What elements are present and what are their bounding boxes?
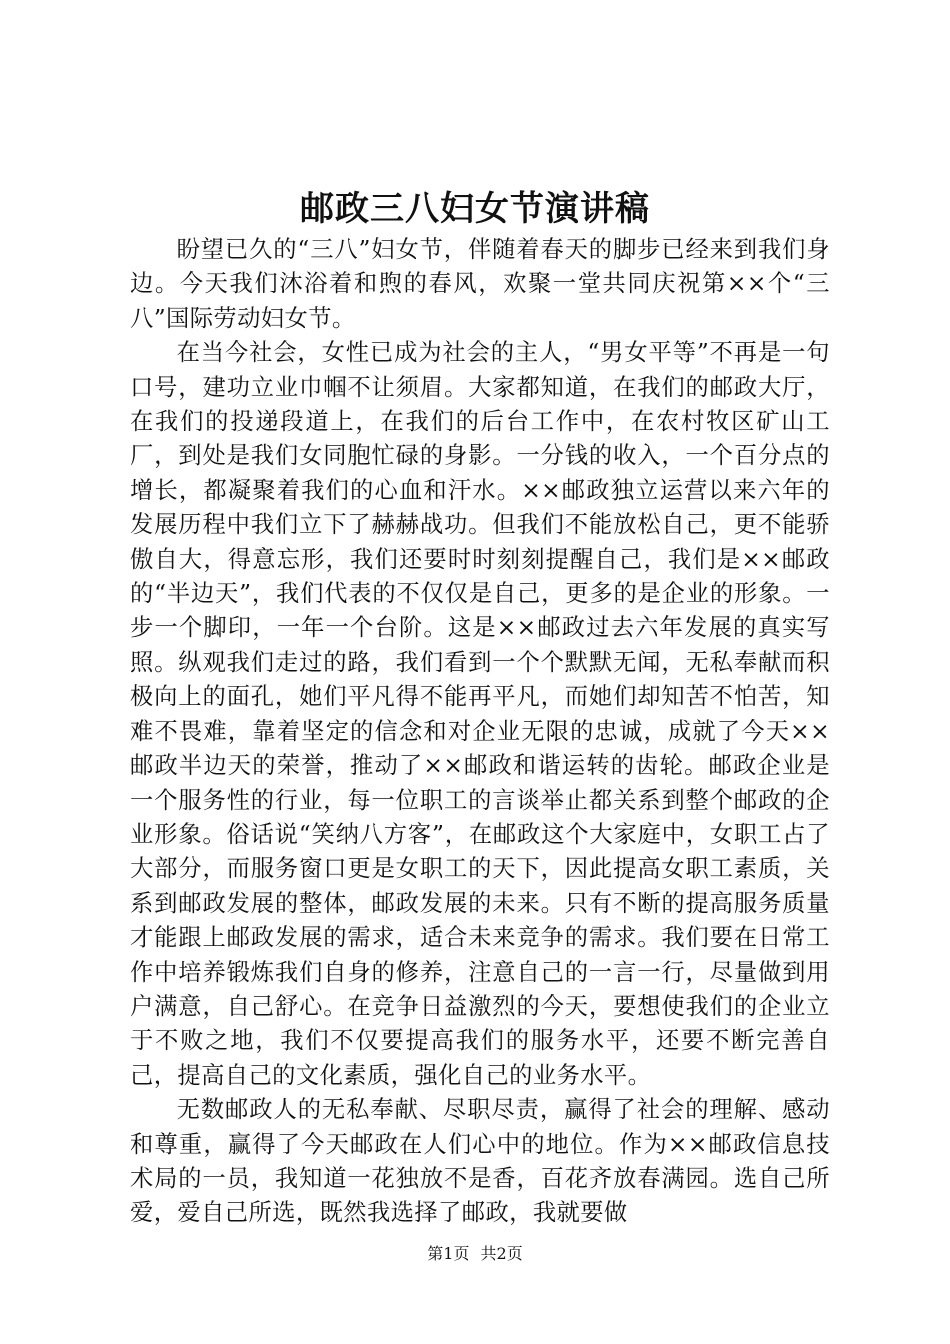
paragraph-2: 在当今社会，女性已成为社会的主人，“男女平等”不再是一句口号，建功立业巾帼不让须眉。大家都知道，在我们的邮政大厅，在我们的投递段道上，在我们的后台工作中，在农村牧区矿山工厂，到处是我们女同胞忙碌的身影。一分钱的收入，一个百分点的增长，都凝聚着我们的心血和汗水。××邮政独立运营以来六年的发展历程中我们立下了赫赫战功。但我们不能放松自己，更不能骄傲自大，得意忘形，我们还要时时刻刻提醒自己，我们是××邮政的“半边天”，我们代表的不仅仅是自己，更多的是企业的形象。一步一个脚印，一年一个台阶。这是××邮政过去六年发展的真实写照。纵观我们走过的路，我们看到一个个默默无闻，无私奉献而积极向上的面孔，她们平凡得不能再平凡，而她们却知苦不怕苦，知难不畏难，靠着坚定的信念和对企业无限的忠诚，成就了今天××邮政半边天的荣誉，推动了××邮政和谐运转的齿轮。邮政企业是一个服务性的行业，每一位职工的言谈举止都关系到整个邮政的企业形象。俗话说“笑纳八方客”，在邮政这个大家庭中，女职工占了大部分，而服务窗口更是女职工的天下，因此提高女职工素质，关系到邮政发展的整体，邮政发展的未来。只有不断的提高服务质量才能跟上邮政发展的需求，适合未来竞争的需求。我们要在日常工作中培养锻炼我们自身的修养，注意自己的一言一行，尽量做到用户满意，自己舒心。在竞争日益激烈的今天，要想使我们的企业立于不败之地，我们不仅要提高我们的服务水平，还要不断完善自己，提高自己的文化素质，强化自己的业务水平。 [130,339,830,1089]
paragraph-3: 无数邮政人的无私奉献、尽职尽责，赢得了社会的理解、感动和尊重，赢得了今天邮政在人们心中的地位。作为××邮政信息技术局的一员，我知道一花独放不是香，百花齐放春满园。选自己所爱，爱自己所选，既然我选择了邮政，我就要做 [130,1096,830,1227]
page-footer [0,1242,950,1266]
page-total: 共2页 [480,1244,523,1263]
page-number: 第1页 [427,1244,470,1263]
document-body [130,233,830,1231]
document-title: 邮政三八妇女节演讲稿 [300,189,650,229]
paragraph-1: 盼望已久的“三八”妇女节，伴随着春天的脚步已经来到我们身边。今天我们沐浴着和煦的春风，欢聚一堂共同庆祝第××个“三八”国际劳动妇女节。 [130,236,830,332]
